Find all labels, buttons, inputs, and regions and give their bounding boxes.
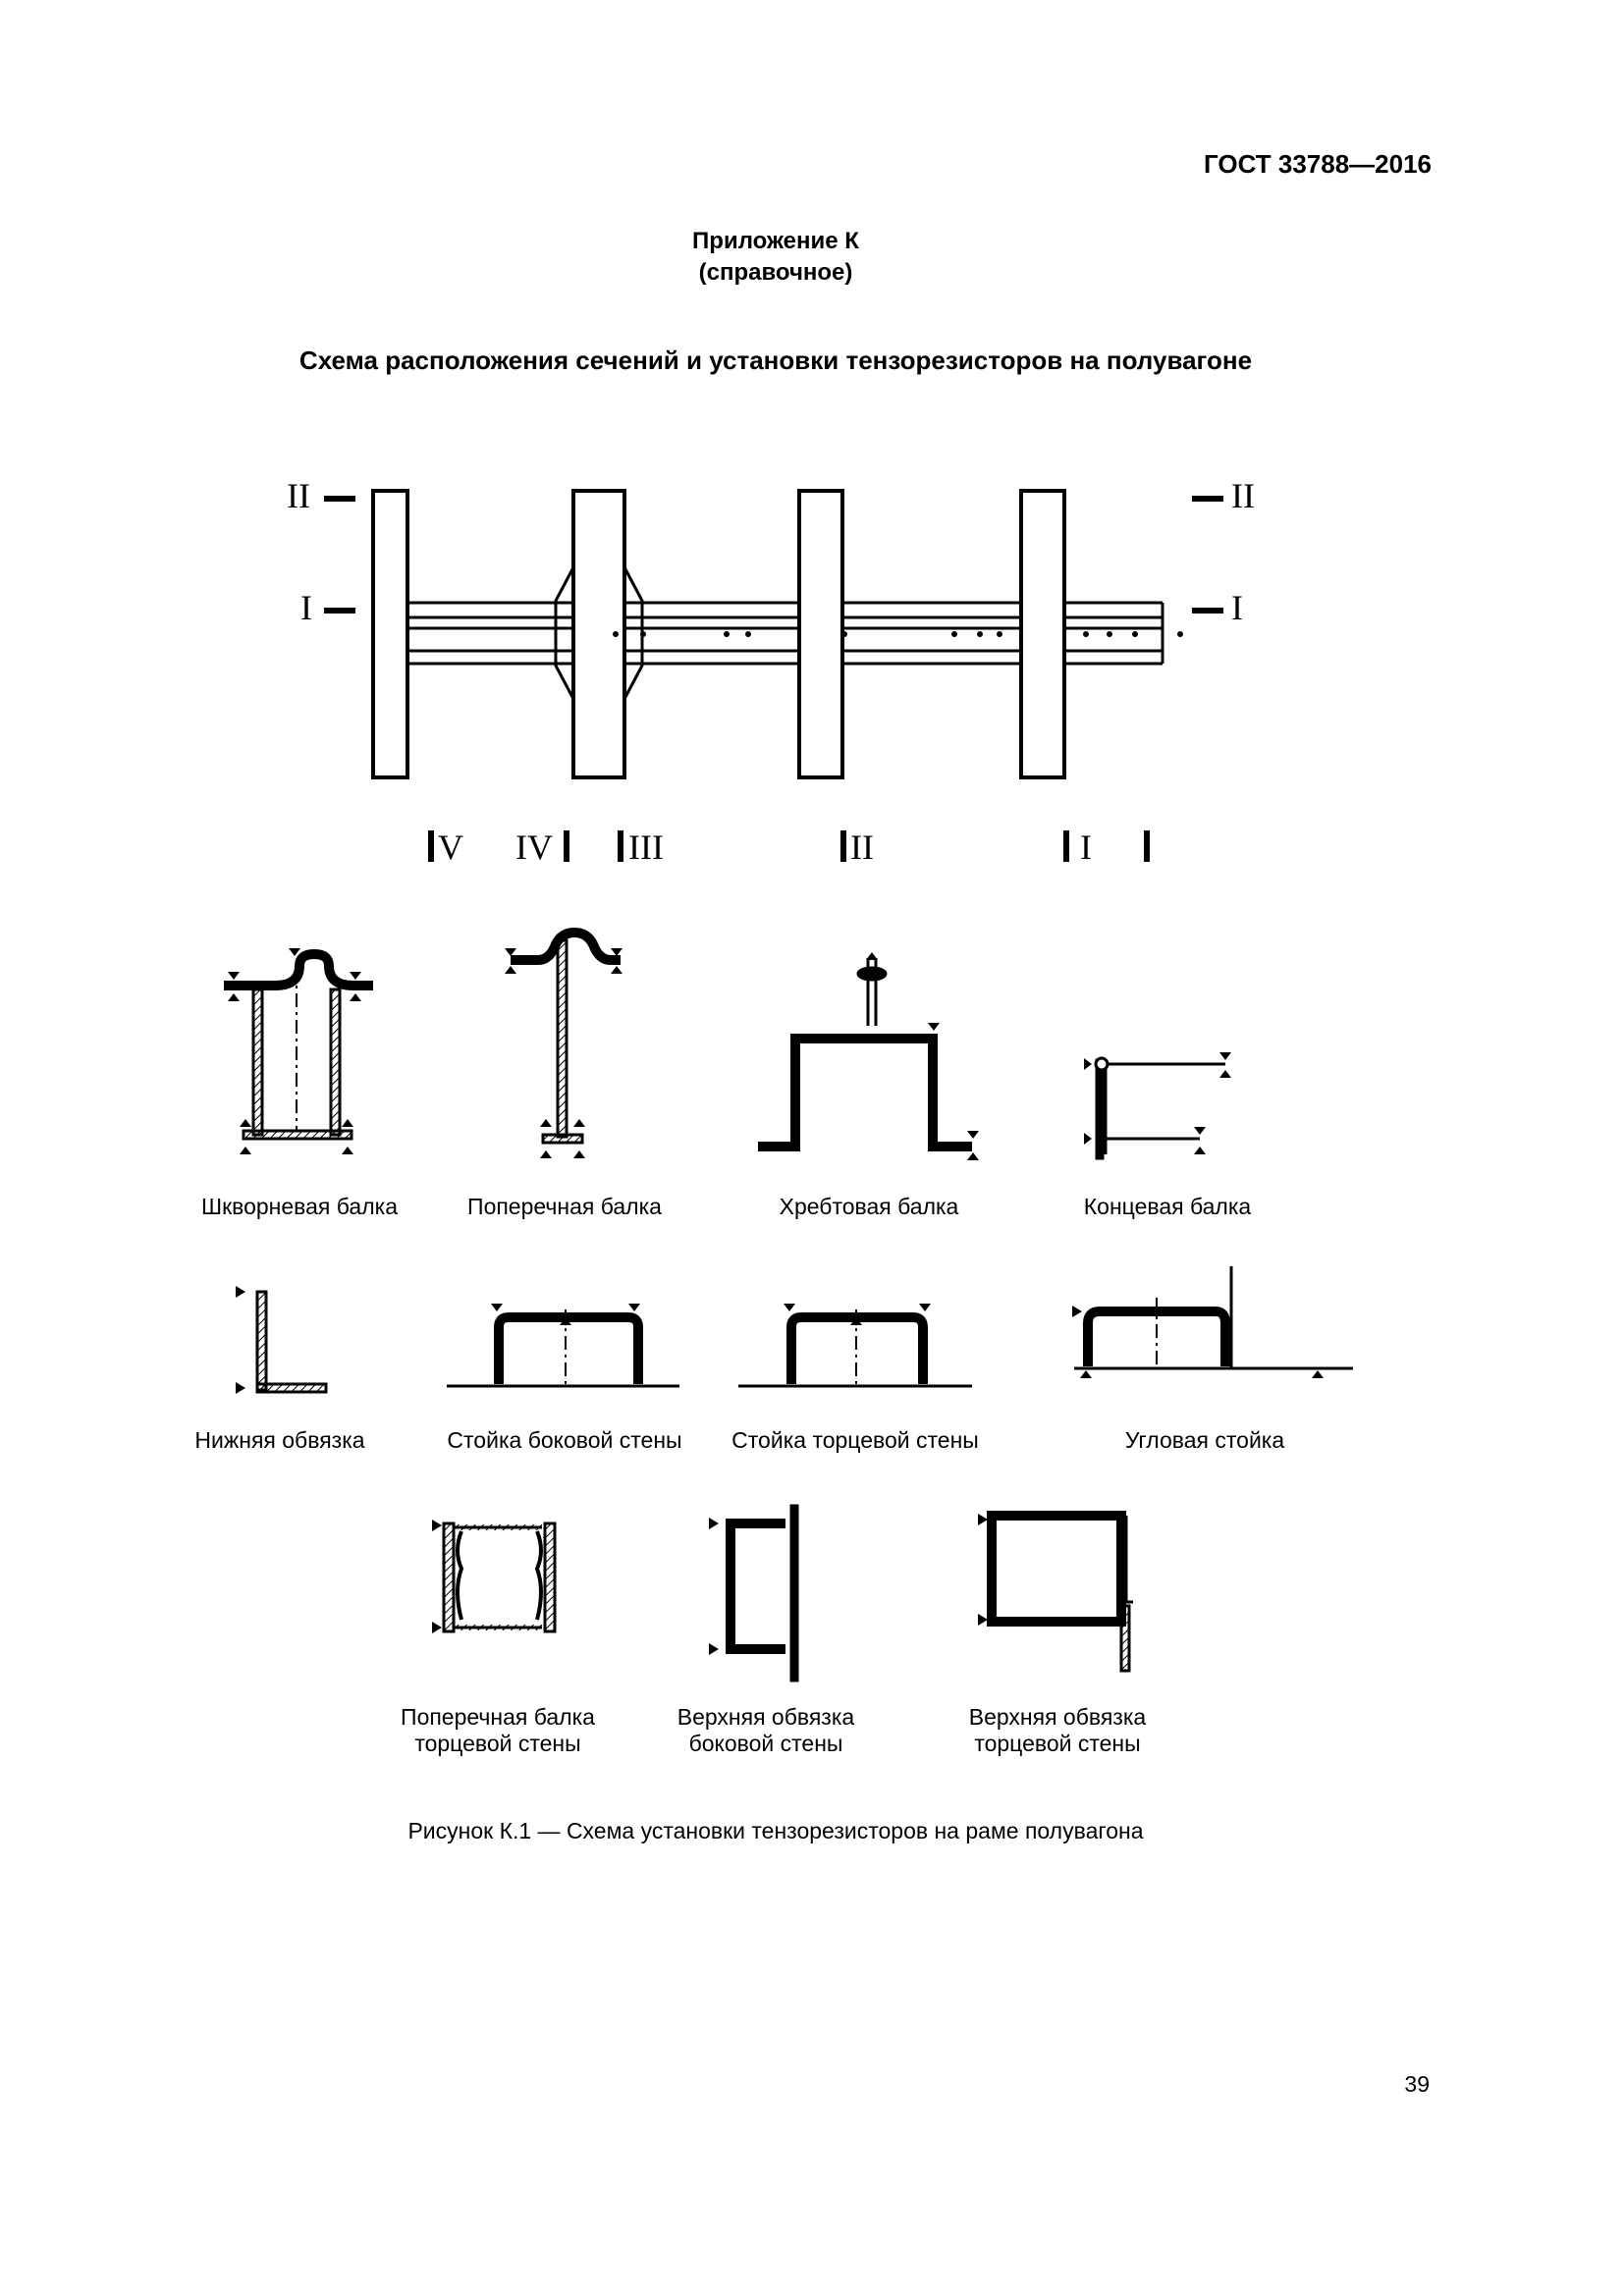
section-mark-left-II: II [287, 476, 310, 515]
label-cross-beam: Поперечная балка [467, 1194, 662, 1219]
appendix-title: Приложение К [692, 228, 859, 254]
profile-bottom-chord [236, 1286, 326, 1394]
profile-end-wall-top-chord [978, 1514, 1133, 1671]
label-side-wall-top-chord [643, 1704, 889, 1757]
label-line-1: Поперечная балка [401, 1704, 595, 1730]
section-mark-I-bottom: I [1080, 828, 1092, 867]
label-line-1: Верхняя обвязка [677, 1704, 855, 1730]
profile-end-beam [1084, 1052, 1231, 1158]
page-number: 39 [1404, 2071, 1430, 2097]
label-end-wall-cross-beam [375, 1704, 621, 1757]
gauge-points [613, 631, 1183, 637]
section-mark-V: V [438, 828, 463, 867]
label-line-1: Верхняя обвязка [968, 1704, 1147, 1730]
label-bolster-beam: Шкворневая балка [201, 1194, 398, 1219]
document-code: ГОСТ 33788—2016 [1204, 149, 1432, 179]
profile-corner-post [1072, 1266, 1353, 1378]
label-end-wall-top-chord [935, 1704, 1180, 1757]
section-mark-left-I: I [300, 588, 312, 627]
profile-cross-beam [505, 933, 623, 1158]
label-side-wall-post: Стойка боковой стены [447, 1427, 682, 1453]
section-mark-III: III [628, 828, 664, 867]
profile-side-wall-top-chord [709, 1506, 797, 1681]
section-mark-right-II: II [1231, 476, 1255, 515]
label-end-wall-post: Стойка торцевой стены [731, 1427, 979, 1453]
cross-beams [373, 491, 1064, 777]
figure-title: Схема расположения сечений и установки тензорезисторов на полувагоне [298, 346, 1253, 375]
profile-center-sill [758, 952, 979, 1160]
profile-end-wall-post [738, 1304, 972, 1386]
label-center-sill: Хребтовая балка [779, 1194, 959, 1219]
label-corner-post: Угловая стойка [1124, 1427, 1285, 1453]
section-mark-lines [324, 499, 1223, 862]
section-mark-IV: IV [515, 828, 553, 867]
label-end-beam: Концевая балка [1083, 1194, 1252, 1219]
figure-caption: Рисунок К.1 — Схема установки тензорезисторов на раме полувагона [407, 1818, 1144, 1843]
profile-bolster-beam [224, 948, 373, 1154]
profile-end-wall-cross-beam [432, 1520, 555, 1633]
label-line-2: торцевой стены [414, 1731, 581, 1756]
appendix-subtitle: (справочное) [698, 259, 853, 286]
section-mark-right-I: I [1231, 588, 1243, 627]
label-line-2: боковой стены [688, 1731, 843, 1756]
profile-side-wall-post [447, 1304, 679, 1386]
section-mark-II-bottom: II [850, 828, 874, 867]
label-line-2: торцевой стены [974, 1731, 1141, 1756]
label-bottom-chord: Нижняя обвязка [194, 1427, 365, 1453]
